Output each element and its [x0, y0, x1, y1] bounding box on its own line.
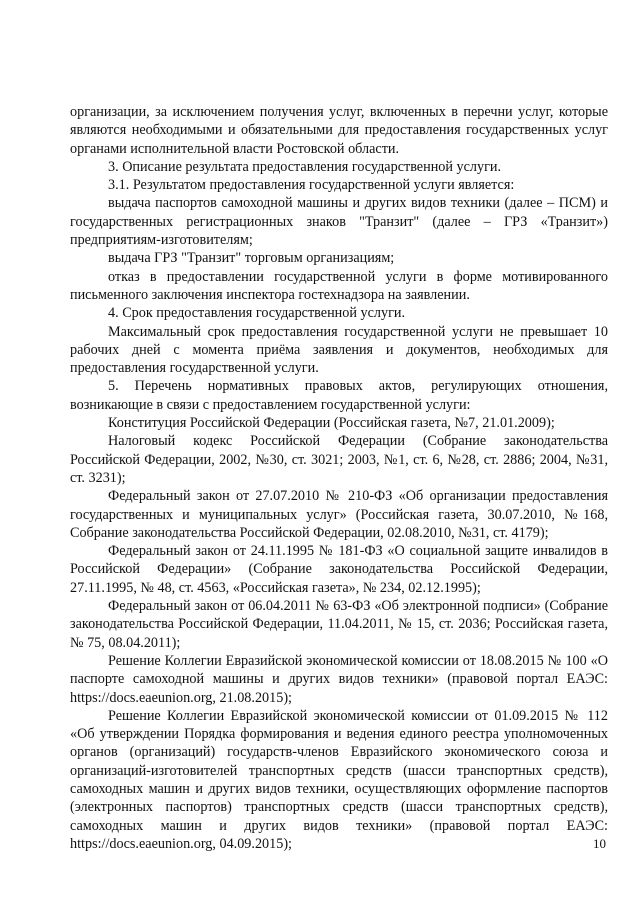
legal-act-tax-code: Налоговый кодекс Российской Федерации (Собрание законодательства Российской Федерации, 2002, №30, ст. 3021; 2003, №1, ст. 6, №28, ст. 2886; 2004, №31, ст. 3231); [70, 433, 608, 486]
legal-act-eec-100: Решение Коллегии Евразийской экономической комиссии от 18.08.2015 № 100 «О паспорте самоходной машины и других видов техники» (правовой портал ЕАЭС: https://docs.eaeunion.org, 21.08.2015); [70, 652, 608, 706]
result-item-refusal: отказ в предоставлении государственной услуги в форме мотивированного письменного заключения инспектора гостехнадзора на заявлении. [70, 268, 608, 303]
section-5-heading: 5. Перечень нормативных правовых актов, регулирующих отношения, возникающие в связи с предоставлением государственной услуги: [70, 378, 608, 413]
legal-act-210-fz: Федеральный закон от 27.07.2010 № 210-ФЗ «Об организации предоставления государственных и муниципальных услуг» (Российская газета, 30.07.2010, №168, Собрание законодательства Российской Федерации, 02.08.2010, №31, ст. 4179); [70, 488, 608, 541]
paragraph-continuation: организации, за исключением получения услуг, включенных в перечни услуг, которые являются необходимыми и обязательными для предоставления государственных услуг органами исполнительной власти Ростовской области. [70, 104, 608, 157]
legal-act-181-fz: Федеральный закон от 24.11.1995 № 181-ФЗ «О социальной защите инвалидов в Российской Федерации» (Собрание законодательства Российской Федерации, 27.11.1995, № 48, ст. 4563, «Российская газета», № 234, 02.12.1995); [70, 543, 608, 596]
legal-act-63-fz: Федеральный закон от 06.04.2011 № 63-ФЗ «Об электронной подписи» (Собрание законодательства Российской Федерации, 11.04.2011, № 15, ст. 2036; Российская газета, № 75, 08.04.2011); [70, 598, 608, 651]
section-4-heading: 4. Срок предоставления государственной услуги. [108, 305, 406, 322]
page-number: 10 [593, 836, 606, 851]
section-3-1-heading: 3.1. Результатом предоставления государственной услуги является: [108, 177, 515, 194]
legal-act-eec-112: Решение Коллегии Евразийской экономической комиссии от 01.09.2015 № 112 «Об утверждении Порядка формирования и ведения единого реестра уполномоченных органов (организаций) государств-членов Евразийского экономического союза и организаций-изготовителей транспортных средств (шасси транспортных средств), самоходных машин и других видов техники, осуществляющих оформление паспортов (электронных паспортов) транспортных средств (шасси транспортных средств), самоходных машин и других видов техники» (правовой портал ЕАЭС: https://docs.eaeunion.org, 04.09.2015); [70, 707, 608, 852]
section-3-heading: 3. Описание результата предоставления государственной услуги. [108, 158, 502, 175]
legal-act-constitution: Конституция Российской Федерации (Российская газета, №7, 21.01.2009); [108, 415, 555, 432]
result-item-grz: выдача ГРЗ "Транзит" торговым организациям; [108, 250, 395, 267]
max-term-paragraph: Максимальный срок предоставления государственной услуги не превышает 10 рабочих дней с момента приёма заявления и документов, необходимых для предоставления государственной услуги. [70, 323, 608, 377]
document-page [70, 103, 608, 853]
result-item-psm: выдача паспортов самоходной машины и других видов техники (далее – ПСМ) и государственных регистрационных знаков "Транзит" (далее – ГРЗ «Транзит») предприятиям-изготовителям; [70, 195, 608, 249]
